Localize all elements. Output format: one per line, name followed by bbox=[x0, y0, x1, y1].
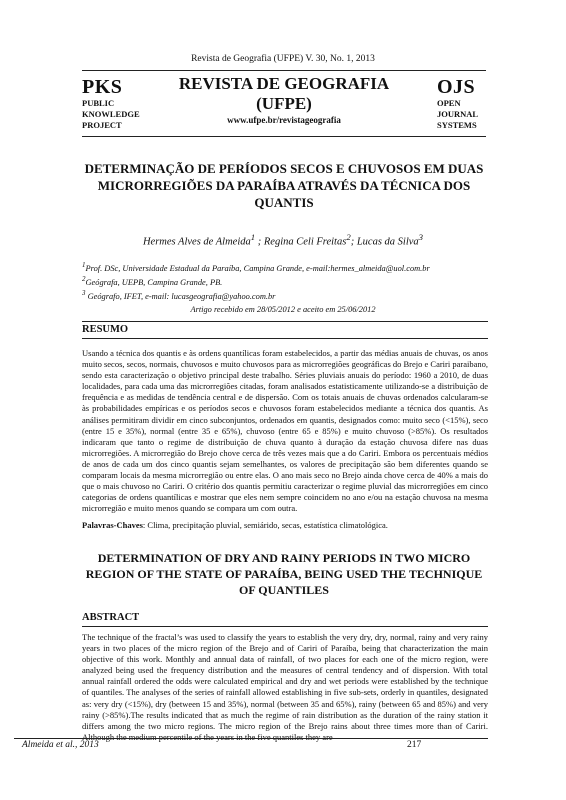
masthead-top-rule bbox=[82, 70, 486, 71]
resumo-rule bbox=[82, 321, 488, 322]
affiliation-item bbox=[82, 288, 502, 302]
affiliation-text: Geógrafo, IFET, e-mail: lucasgeografia@yahoo.com.br bbox=[85, 291, 276, 301]
ojs-logo bbox=[437, 76, 478, 131]
resumo-text: Usando a técnica dos quantis e às ordens quantílicas foram estabelecidos, a partir das médias anuais de chuvas, os anos muito secos, secos, normais, chuvosos e muito chuvosos para as microrregiões geográficas do Brejo e Cariri paraibano, sendo esta caracterização o objetivo principal deste trabalho. Séries pluviais anuais do período: 1960 a 2010, de duas localidades, para cada uma das microrregiões citadas, foram analisados estatisticamente utilizando-se a distribuição de frequência e as medidas de tendência central e de dispersão. Com os totais anuais de chuvas ordenados calcularam-se às probabilidades empíricas e os períodos secos e chuvosos foram estabelecidos mediante a técnica dos quantis. As análises permitiram dividir em cinco subconjuntos, ordenados em quantis, designados como: muito seco (<15%), seco (entre 15 e 35%), normal (entre 35 e 65%), chuvoso (entre 65 e 85%) e muito chuvoso (>85%). Os resultados indicaram que tanto o regime de distribuição de chuva quanto à duração da estação chuvosa difere nas duas microrregiões. A microrregião do Brejo chove cerca de três vezes mais que a do Cariri. Embora os percentuais médios de anos de cada um dos cinco quantis sejam semelhantes, os valores de precipitação são bem diferentes quando se comparam locais da mesma microrregião ou entre elas. O ano mais seco no Brejo ainda chove cerca de 40% a mais do que o mais chuvoso no Cariri. O critério dos quantis permitiu caracterizar o regime pluvial das microrregiões em cinco categorias de ordens quantílicas e mostrar que eles nem sempre coincidem no ano e/ou na estação chuvosa na mesma microrregião e muito menos quando se compara um com outra. bbox=[82, 348, 488, 514]
affiliations bbox=[82, 260, 502, 301]
author-list bbox=[0, 232, 566, 248]
article-title-pt: DETERMINAÇÃO DE PERÍODOS SECOS E CHUVOSOS EM DUAS MICRORREGIÕES DA PARAÍBA ATRAVÉS DA TÉCNICA DOS QUANTIS bbox=[84, 161, 484, 210]
ojs-line-1: OPEN bbox=[437, 98, 461, 108]
author-separator: ; bbox=[255, 236, 264, 248]
affiliation-text: Prof. DSc, Universidade Estadual da Paraíba, Campina Grande, e-mail:hermes_almeida@uol.com.br bbox=[85, 263, 430, 273]
author-affiliation-mark: 2 bbox=[346, 232, 351, 242]
pks-logo bbox=[82, 76, 140, 131]
pks-line-1: PUBLIC bbox=[82, 98, 115, 108]
author-affiliation-mark: 3 bbox=[418, 232, 424, 242]
affiliation-mark: 2 bbox=[82, 274, 86, 283]
author-separator: ; bbox=[350, 236, 357, 248]
ojs-line-2: JOURNAL bbox=[437, 109, 479, 119]
journal-title-line-2: (UFPE) bbox=[256, 94, 312, 113]
footer-rule bbox=[14, 738, 488, 739]
abstract-text: The technique of the fractal’s was used to classify the years to establish the very dry, dry, normal, rainy and very rainy years in two places of the micro region of the Brejo and of Cariri of Paraíba, being that characterization the main objective of this work. Monthly and annual data of rainfall, of two places for each one of the micro region, were analyzed being used the frequency distribution and the measures of central tendency and of dispersion. With total annual rainfall ordered the odds were calculated empirical and dry and wet periods were established by the technique of quantiles. The analyses of the series of rainfall allowed establishing in five sub-sets, orderly in quantiles, designated as: very dry (<15%), dry (between 15 and 35%), normal (between 35 and 65%), rainy (between 65 and 85%) and very rainy (>85%).The results indicated that as much the regime of rain distribution as the duration of the rainy station it differs among the two micro regions. The micro region of the Brejo rains about three times more than of Cariri. Although the medium percentile of the years in the five quantiles they are bbox=[82, 632, 488, 742]
affiliation-item bbox=[82, 260, 502, 274]
footer-citation: Almeida et al., 2013 bbox=[22, 740, 99, 750]
pks-line-2: KNOWLEDGE bbox=[82, 109, 140, 119]
journal-name bbox=[178, 74, 390, 127]
author-name: Lucas da Silva bbox=[356, 236, 419, 248]
ojs-line-3: SYSTEMS bbox=[437, 120, 477, 130]
resumo-underline bbox=[82, 338, 488, 339]
keywords-label: Palavras-Chaves bbox=[82, 520, 143, 530]
journal-title-line-1: REVISTA DE GEOGRAFIA bbox=[178, 74, 390, 93]
keywords bbox=[82, 520, 488, 531]
masthead-bottom-rule bbox=[82, 136, 486, 137]
affiliation-text: Geógrafa, UEPB, Campina Grande, PB. bbox=[85, 277, 223, 287]
masthead bbox=[82, 72, 486, 134]
author-name: Hermes Alves de Almeida bbox=[142, 236, 251, 248]
author-name: Regina Celi Freitas bbox=[263, 236, 347, 248]
pks-acronym: PKS bbox=[82, 76, 123, 98]
ojs-acronym: OJS bbox=[437, 76, 476, 98]
running-head: Revista de Geografia (UFPE) V. 30, No. 1, 2013 bbox=[191, 54, 375, 64]
author-affiliation-mark: 1 bbox=[250, 232, 256, 242]
affiliation-mark: 3 bbox=[82, 288, 86, 297]
affiliation-mark: 1 bbox=[82, 261, 86, 269]
keywords-text: : Clima, precipitação pluvial, semiárido, secas, estatística climatológica. bbox=[142, 520, 388, 530]
pks-line-3: PROJECT bbox=[82, 120, 122, 130]
journal-url[interactable]: www.ufpe.br/revistageografia bbox=[227, 115, 341, 125]
article-title-en: DETERMINATION OF DRY AND RAINY PERIODS IN TWO MICRO REGION OF THE STATE OF PARAÍBA, BEING USED THE TECHNIQUE OF QUANTILES bbox=[85, 551, 483, 597]
page-number: 217 bbox=[407, 740, 422, 750]
affiliation-item bbox=[82, 274, 502, 288]
abstract-heading: ABSTRACT bbox=[82, 612, 140, 623]
abstract-underline bbox=[82, 626, 488, 627]
resumo-heading: RESUMO bbox=[82, 324, 129, 335]
received-date: Artigo recebido em 28/05/2012 e aceito em 25/06/2012 bbox=[190, 305, 376, 314]
